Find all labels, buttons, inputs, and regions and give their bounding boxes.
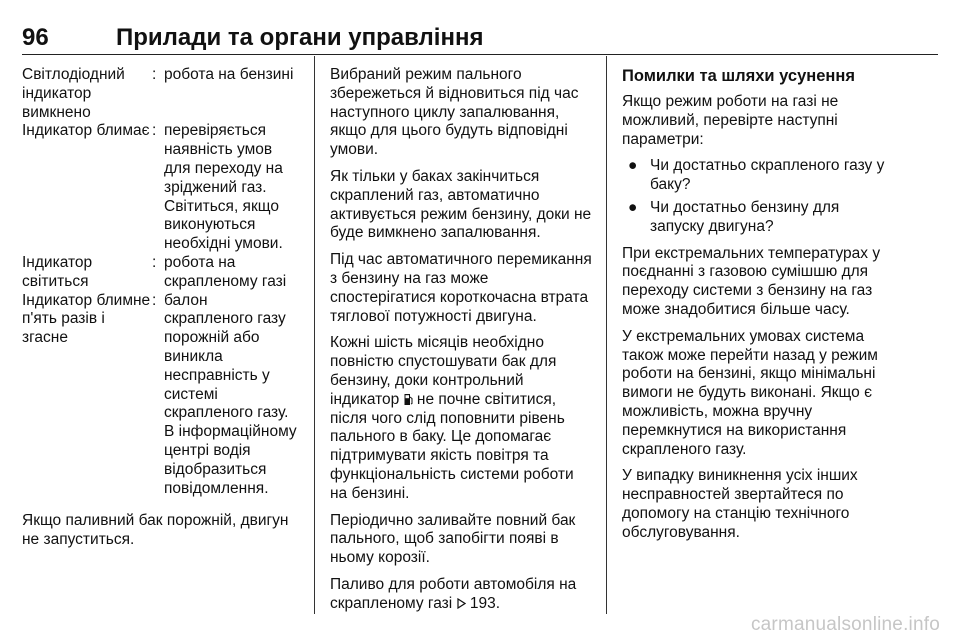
paragraph: У випадку виникнення усіх інших несправностей звертайтеся по допомогу на станцію технічного обслуговування.: [622, 467, 858, 541]
paragraph: [330, 334, 592, 503]
page-header: [22, 24, 938, 52]
separator-colon: :: [152, 66, 157, 83]
indicator-meaning: балон скрапленого газу порожній або виникла несправність у системі скрапленого газу. В інформаційному центрі водія відобразиться повідомлення.: [164, 291, 297, 497]
page-reference-arrow-icon: [457, 596, 466, 607]
header-rule: [22, 54, 938, 55]
section-heading: Помилки та шляхи усунення: [622, 67, 855, 85]
checklist: [622, 157, 888, 236]
separator-colon: :: [152, 122, 157, 140]
fuel-pump-icon: [404, 393, 413, 406]
list-item-text: Чи достатньо скрапленого газу у баку?: [650, 157, 885, 194]
list-item: [622, 157, 888, 195]
paragraph: [330, 576, 592, 614]
paragraph: У екстремальних умовах система також може перейти назад у режим роботи на бензині, якщо мінімальні вимоги не будуть виконані. Якщо є можливість, можна вручну перемкнутися на використання скрапленого газу.: [622, 327, 878, 458]
separator-colon: :: [152, 253, 157, 271]
paragraph: Вибраний режим пального збережеться й відновиться під час наступного циклу запалювання, якщо для цього будуть відповідні умови.: [330, 66, 579, 159]
paragraph: Періодично заливайте повний бак пального, щоб запобігти появі в ньому корозії.: [330, 511, 576, 567]
column-1: [22, 66, 298, 558]
paragraph: При екстремальних температурах у поєднанні з газовою сумішшю для переходу системи з бензину на газ може знадобитися більше часу.: [622, 244, 881, 318]
watermark: carmanualsonline.info: [750, 614, 940, 635]
paragraph-text: Кожні шість місяців необхідно повністю спустошувати бак для бензину, доки контрольний індикатор: [330, 334, 557, 408]
indicator-state: Індикатор блимає: [22, 122, 150, 140]
table-row: [22, 122, 298, 254]
paragraph: Якщо режим роботи на газі не можливий, перевірте наступні параметри:: [622, 93, 839, 148]
paragraph-text: не почне світитися, після чого слід поповнити рівень пального в баку. Це допомагає підтримувати якість повітря та функціональність системи роботи на бензині.: [330, 390, 574, 502]
empty-tank-note: Якщо паливний бак порожній, двигун не запуститься.: [22, 512, 289, 549]
list-item-text: Чи достатньо бензину для запуску двигуна?: [650, 198, 840, 235]
list-item: [622, 199, 888, 237]
indicator-state: Індикатор світиться: [22, 253, 93, 290]
separator-colon: :: [152, 291, 157, 309]
table-row: [22, 66, 298, 122]
paragraph-text: Паливо для роботи автомобіля на скрапленому газі: [330, 575, 577, 612]
table-row: [22, 254, 298, 292]
paragraph: Під час автоматичного перемикання з бензину на газ може спостерігатися короткочасна втрата тяглової потужності двигуна.: [330, 251, 592, 325]
bullet-icon: ●: [628, 198, 638, 216]
indicator-state: Світлодіодний індикатор вимкнено: [22, 66, 125, 121]
chapter-title: Прилади та органи управління: [116, 24, 484, 51]
indicator-meaning: робота на скрапленому газі: [164, 253, 287, 290]
page-number: 96: [22, 24, 49, 51]
column-divider: [606, 56, 607, 614]
indicator-meaning: перевіряється наявність умов для переходу на зріджений газ. Світиться, якщо виконуються необхідні умови.: [164, 122, 283, 253]
table-row: [22, 292, 298, 499]
paragraph: Як тільки у баках закінчиться скраплений газ, автоматично активується режим бензину, доки не буде вимкнено запалювання.: [330, 167, 592, 242]
column-divider: [314, 56, 315, 614]
indicator-state: Індикатор блимне п'ять разів і згасне: [22, 291, 151, 347]
bullet-icon: ●: [628, 157, 638, 175]
column-3: [622, 66, 888, 551]
indicator-meaning: робота на бензині: [164, 66, 294, 83]
page-reference-link[interactable]: 193.: [469, 594, 501, 612]
column-2: [330, 66, 592, 622]
indicator-status-table: [22, 66, 298, 498]
